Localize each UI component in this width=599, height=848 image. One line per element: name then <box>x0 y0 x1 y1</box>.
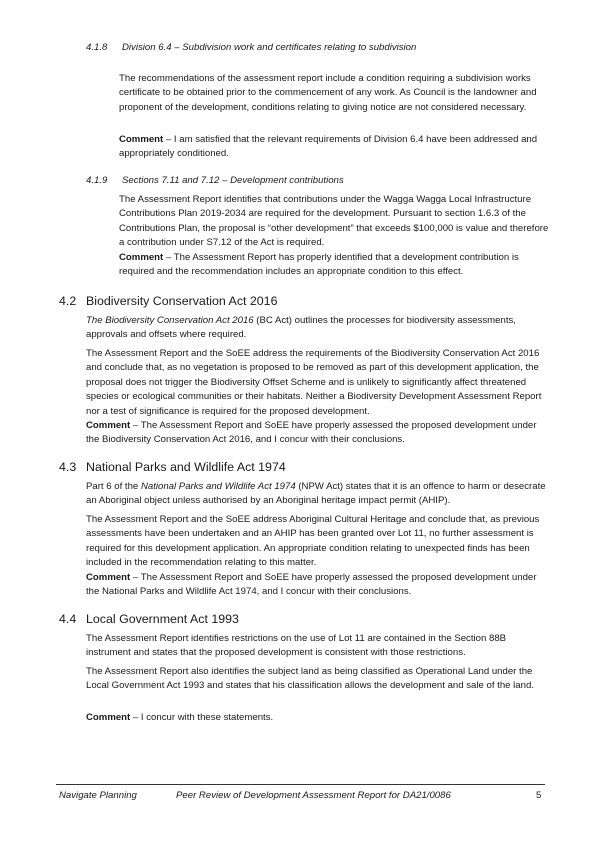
page-number: 5 <box>536 790 542 801</box>
paragraph: The recommendations of the assessment report include a condition requiring a subdivision works certificate to be obtained prior to the commencement of any work. As Council is the landowner and proponent of the development, conditions relating to giving notice are not considered necessary. <box>119 73 537 113</box>
section-heading-4-2 <box>59 293 277 309</box>
act-name: The Biodiversity Conservation Act 2016 <box>86 315 254 326</box>
comment-text: – The Assessment Report and SoEE have properly assessed the proposed development under the Biodiversity Conservation Act 2016, and I concur with their conclusions. <box>86 420 537 446</box>
comment-label: Comment <box>119 134 164 145</box>
paragraph-text: (BC Act) outlines the processes for biodiversity assessments, approvals and offsets where required. <box>86 315 516 341</box>
act-name: National Parks and Wildlife Act 1974 <box>140 481 296 492</box>
comment-label: Comment <box>119 252 164 263</box>
comment-paragraph <box>119 133 549 162</box>
section-number: 4.3 <box>59 460 77 474</box>
comment-label: Comment <box>86 712 131 723</box>
comment-paragraph <box>119 251 549 280</box>
section-title: Biodiversity Conservation Act 2016 <box>86 294 278 308</box>
section-heading-4-3 <box>59 459 286 475</box>
comment-paragraph <box>86 419 549 448</box>
paragraph: The Assessment Report identifies that contributions under the Wagga Wagga Local Infrastructure Contributions Plan 2019-2034 are required for the development. Pursuant to section 1.6.3 of the Contributions Plan, the proposal is “other development” that exceeds $100,000 is value and therefore a contribution under S7.12 of the Act is required. <box>119 194 549 249</box>
subsection-heading-4-1-8 <box>86 41 416 55</box>
comment-paragraph <box>86 571 549 600</box>
comment-text: – The Assessment Report has properly identified that a development contribution is required and the recommendation includes an appropriate condition to this effect. <box>119 252 519 278</box>
paragraph: The Assessment Report also identifies the subject land as being classified as Operational Land under the Local Government Act 1993 and states that his classification allows the development and sale of the land. <box>86 666 534 692</box>
comment-paragraph <box>86 711 549 725</box>
footer-divider <box>56 784 545 785</box>
paragraph-text: (NPW Act) states that it is an offence to harm or desecrate an Aboriginal object unless authorised by an Aboriginal heritage impact permit (AHIP). <box>86 481 546 507</box>
subsection-title: Sections 7.11 and 7.12 – Development contributions <box>122 175 344 186</box>
paragraph-text: Part 6 of the <box>86 481 141 492</box>
comment-label: Comment <box>86 572 131 583</box>
paragraph: The Assessment Report identifies restrictions on the use of Lot 11 are contained in the Section 88B instrument and states that the proposed development is consistent with those restrictions. <box>86 633 507 659</box>
footer-company: Navigate Planning <box>59 790 137 801</box>
paragraph <box>86 480 549 509</box>
section-title: National Parks and Wildlife Act 1974 <box>86 460 286 474</box>
subsection-number: 4.1.8 <box>86 42 108 53</box>
comment-label: Comment <box>86 420 131 431</box>
comment-text: – The Assessment Report and SoEE have properly assessed the proposed development under the National Parks and Wildlife Act 1974, and I concur with their conclusions. <box>86 572 537 598</box>
comment-text: – I concur with these statements. <box>130 712 274 723</box>
footer-document-title: Peer Review of Development Assessment Report for DA21/0086 <box>176 790 451 801</box>
section-heading-4-4 <box>59 611 239 627</box>
section-title: Local Government Act 1993 <box>86 612 239 626</box>
subsection-number: 4.1.9 <box>86 175 108 186</box>
paragraph: The Assessment Report and the SoEE address the requirements of the Biodiversity Conservation Act 2016 and conclude that, as no vegetation is proposed to be removed as part of this development application, the proposal does not trigger the Biodiversity Offset Scheme and is unlikely to significantly affect threatened species or ecological communities or their habitats. Neither a Biodiversity Development Assessment Report nor a test of significance is required for the proposed development. <box>86 348 542 417</box>
section-number: 4.2 <box>59 294 77 308</box>
section-number: 4.4 <box>59 612 77 626</box>
comment-text: – I am satisfied that the relevant requirements of Division 6.4 have been addressed and appropriately conditioned. <box>119 134 538 160</box>
subsection-title: Division 6.4 – Subdivision work and certificates relating to subdivision <box>122 42 417 53</box>
paragraph: The Assessment Report and the SoEE address Aboriginal Cultural Heritage and conclude that, as previous assessments have been undertaken and an AHIP has been granted over Lot 11, no further assessment is required for this development application. An appropriate condition relating to unexpected finds has been included in the recommendation relating to this matter. <box>86 514 540 569</box>
paragraph <box>86 314 549 343</box>
subsection-heading-4-1-9 <box>86 174 344 188</box>
